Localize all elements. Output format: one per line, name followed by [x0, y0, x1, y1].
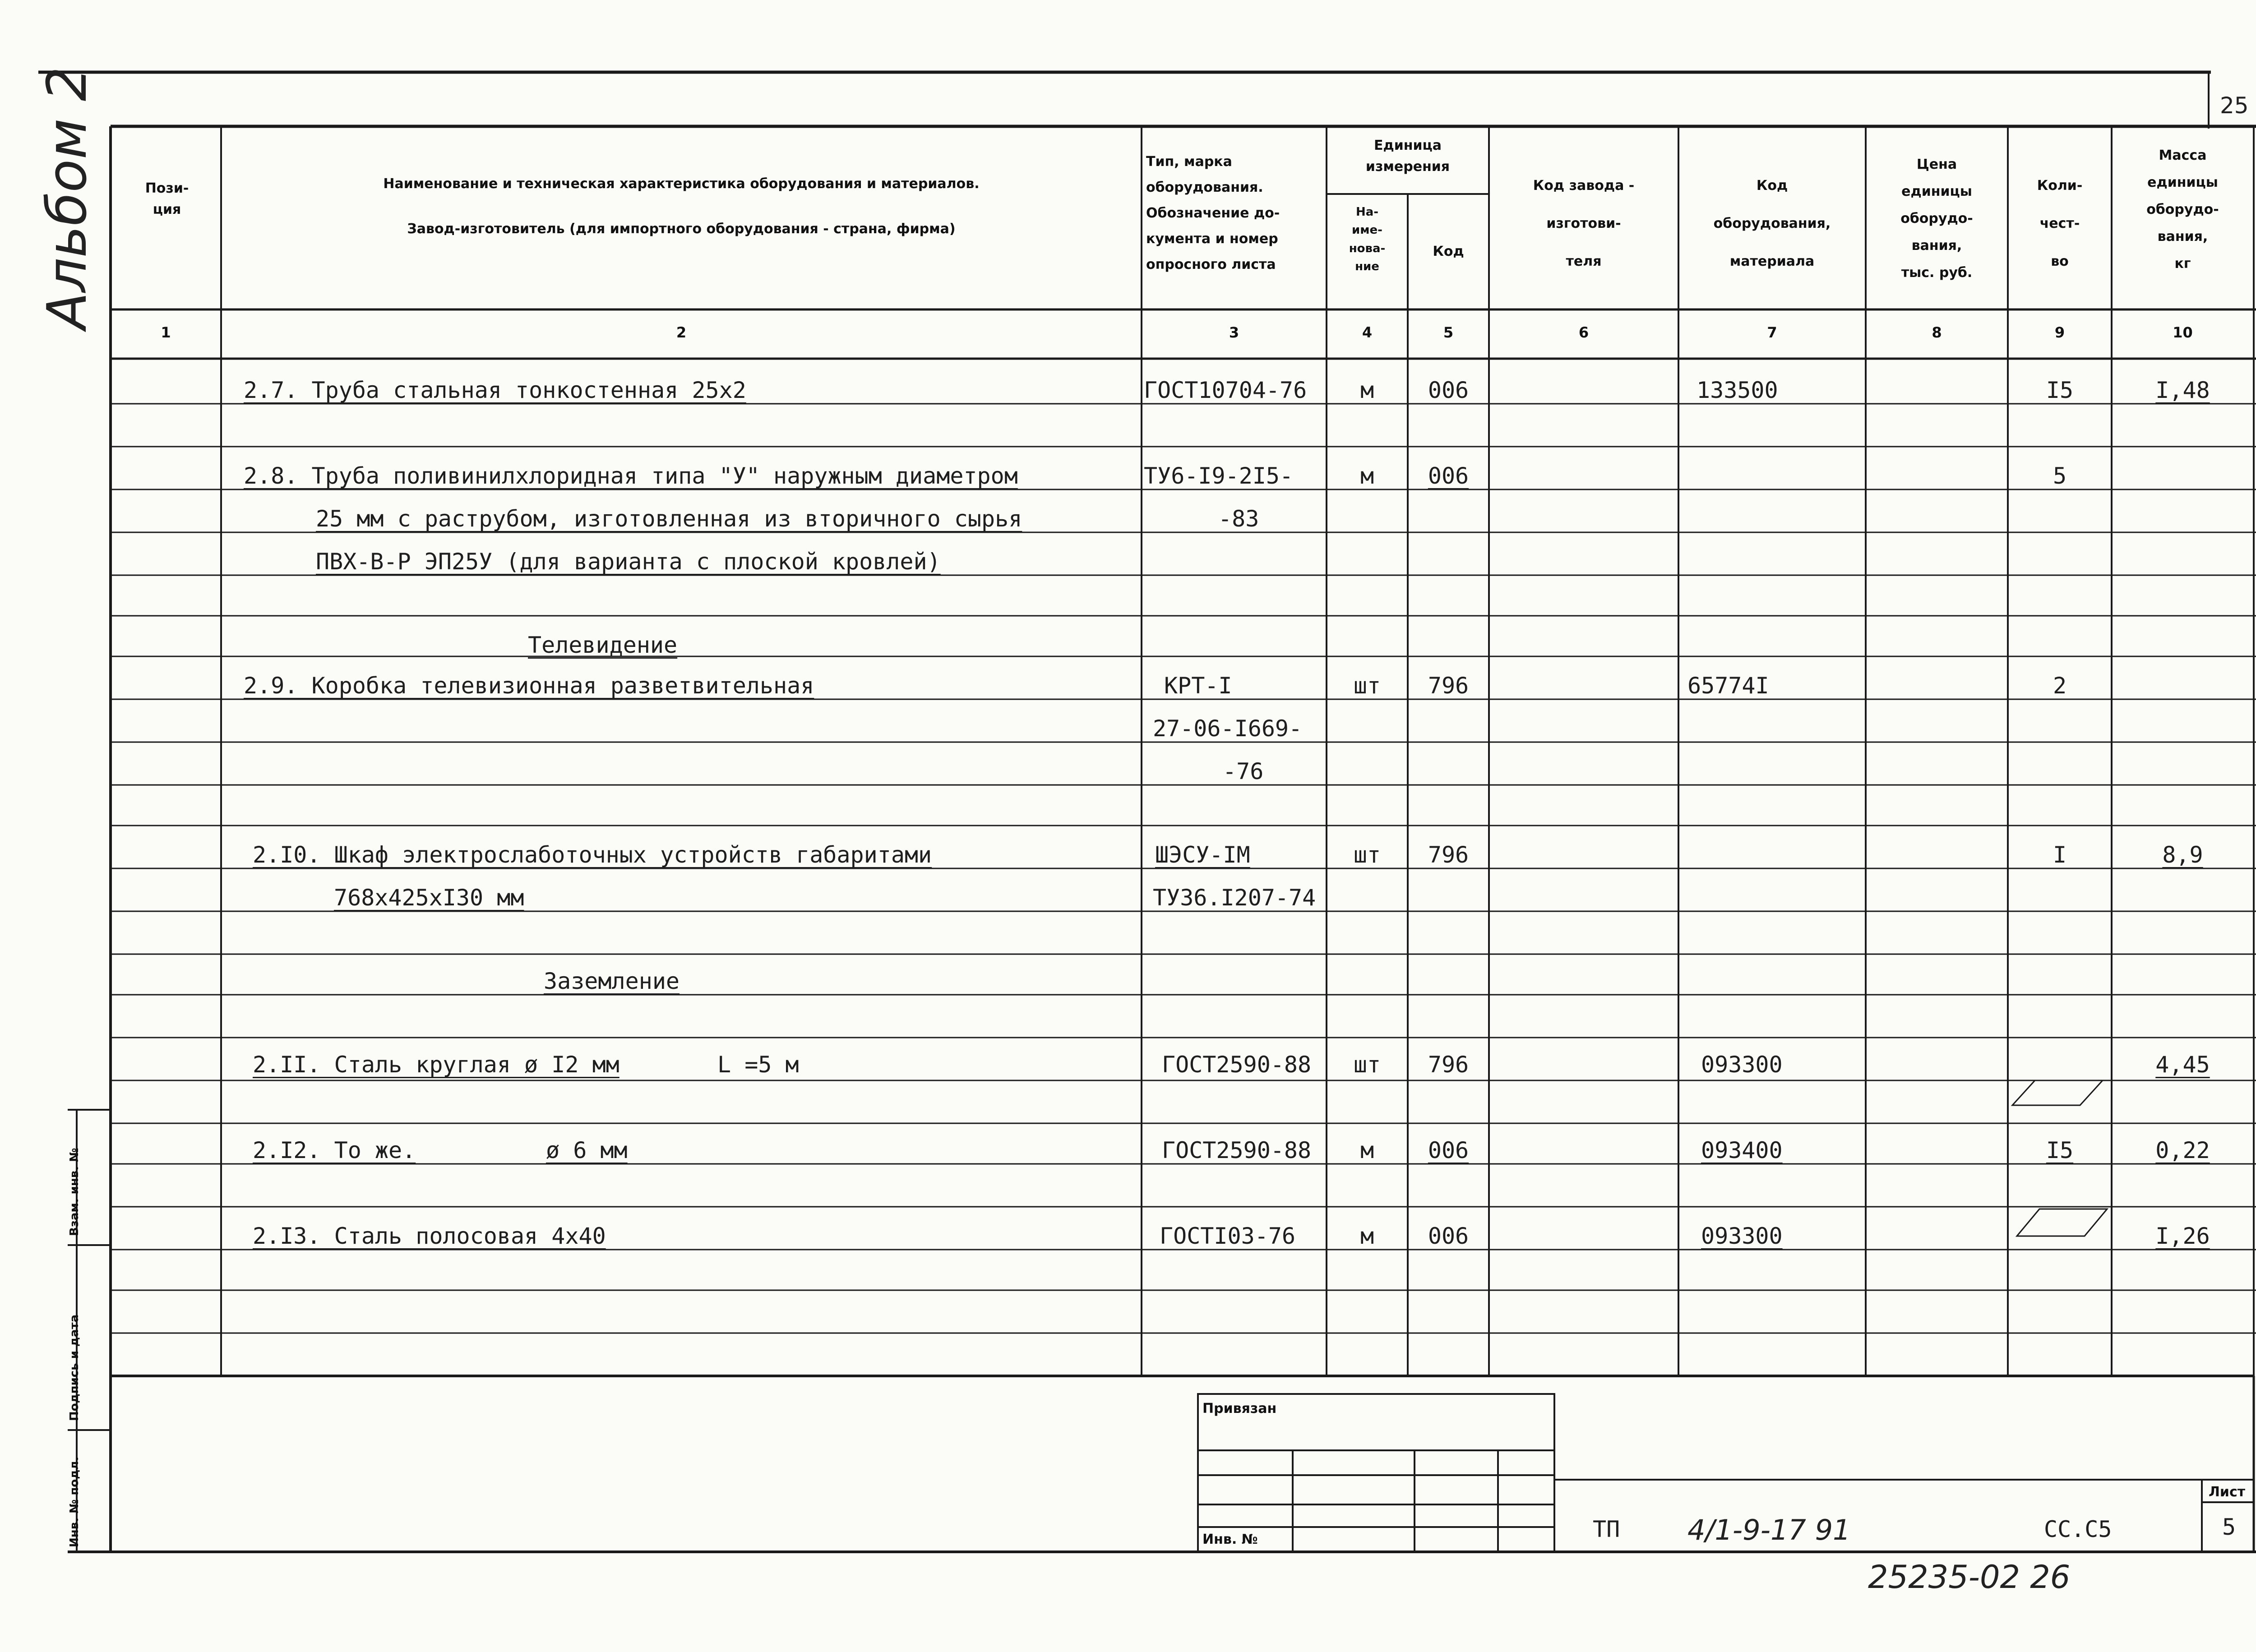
stamp-list-number: 5 — [2222, 1514, 2236, 1540]
item-type: ГОСТI03-76 — [1160, 1223, 1296, 1249]
item-extra: ø 6 мм — [546, 1137, 628, 1163]
item-quantity: 2 — [2053, 673, 2067, 699]
item-unit: шт — [1353, 673, 1381, 699]
stamp-doc-suffix: СС.С5 — [2044, 1516, 2112, 1542]
item-type: ШЭСУ-IМ — [1155, 842, 1250, 868]
margin-label-inv-no: Взам. инв. № — [68, 1148, 81, 1236]
stamp-privyazan: Привязан — [1202, 1401, 1277, 1417]
column-number: 9 — [2054, 324, 2065, 341]
item-mass: 4,45 — [2155, 1052, 2210, 1078]
item-unit: м — [1360, 1223, 1374, 1249]
item-mass: 8,9 — [2162, 842, 2203, 868]
item-unit-code: 796 — [1428, 673, 1469, 699]
item-material-code: 133500 — [1697, 377, 1778, 403]
item-type: КРТ-I — [1164, 673, 1232, 699]
item-unit-code: 796 — [1428, 842, 1469, 868]
header-unit-group: Единица измерения — [1365, 138, 1450, 175]
header-col-material-code: Код оборудования, материала — [1713, 178, 1831, 269]
item-name: 2.I3. Сталь полосовая 4х40 — [253, 1223, 606, 1249]
column-number: 5 — [1443, 324, 1454, 341]
column-number: 10 — [2173, 324, 2193, 341]
item-name: 25 мм с раструбом, изготовленная из вторичного сырья — [316, 506, 1022, 532]
item-unit-code: 006 — [1428, 1223, 1469, 1249]
item-type: ТУ6-I9-2I5- — [1144, 463, 1294, 489]
header-col-mass: Масса единицы оборудо- вания, кг — [2146, 148, 2219, 272]
header-col-factory-code: Код завода - изготови- теля — [1533, 178, 1635, 269]
item-mass: 0,22 — [2155, 1137, 2210, 1163]
page-number: 25 — [2220, 92, 2249, 119]
item-quantity: 5 — [2053, 463, 2067, 489]
column-number: 8 — [1932, 324, 1942, 341]
item-unit: шт — [1353, 842, 1381, 868]
header-col-type: Тип, марка оборудования. Обозначение до- кумента и номер опросного листа — [1146, 154, 1280, 272]
item-name: ПВХ-В-Р ЭП25У (для варианта с плоской кровлей) — [316, 549, 941, 575]
margin-label-signature-date: Подпись и дата — [68, 1314, 81, 1421]
item-quantity: I5 — [2046, 1137, 2074, 1163]
header-col-name-line2: Завод-изготовитель (для импортного оборудования - страна, фирма) — [407, 221, 956, 237]
item-name: 2.9. Коробка телевизионная разветвительная — [244, 673, 814, 699]
footer-number: 25235-02 26 — [1868, 1559, 2071, 1596]
item-name: 2.I0. Шкаф электрослаботочных устройств габаритами — [253, 842, 932, 868]
stamp-doc-number: 4/1-9-17 91 — [1687, 1514, 1851, 1546]
item-name: 2.I2. То же. — [253, 1137, 416, 1163]
item-unit: м — [1360, 463, 1374, 489]
section-heading: Телевидение — [528, 632, 678, 658]
item-unit-code: 796 — [1428, 1052, 1469, 1078]
header-col-quantity: Коли- чест- во — [2037, 178, 2083, 269]
column-number: 7 — [1767, 324, 1777, 341]
item-type: -83 — [1218, 506, 1259, 532]
item-type: 27-06-I669- — [1153, 715, 1303, 742]
item-material-code: 093300 — [1701, 1223, 1783, 1249]
item-mass: I,48 — [2155, 377, 2210, 403]
item-material-code: 093400 — [1701, 1137, 1783, 1163]
item-name: 2.8. Труба поливинилхлоридная типа "У" наружным диаметром — [244, 463, 1018, 489]
column-number: 6 — [1578, 324, 1589, 341]
item-material-code: 093300 — [1701, 1052, 1783, 1078]
item-name: 2.II. Сталь круглая ø I2 мм — [253, 1052, 619, 1078]
item-material-code: 65774I — [1687, 673, 1769, 699]
column-number: 2 — [676, 324, 687, 341]
header-col-position: Пози- ция — [145, 180, 189, 217]
column-number: 4 — [1362, 324, 1373, 341]
item-extra: L =5 м — [717, 1052, 799, 1078]
item-unit-code: 006 — [1428, 463, 1469, 489]
item-mass: I,26 — [2155, 1223, 2210, 1249]
header-col-unit-code: Код — [1433, 244, 1464, 259]
item-unit: м — [1360, 1137, 1374, 1163]
album-mark: Альбом 2 — [36, 67, 99, 329]
item-type: ГОСТ10704-76 — [1144, 377, 1307, 403]
item-type: ГОСТ2590-88 — [1162, 1052, 1312, 1078]
item-type: -76 — [1223, 758, 1264, 784]
item-unit-code: 006 — [1428, 377, 1469, 403]
item-quantity: I — [2053, 842, 2067, 868]
item-quantity: I5 — [2046, 377, 2074, 403]
item-name: 2.7. Труба стальная тонкостенная 25х2 — [244, 377, 746, 403]
stamp-doc-prefix: ТП — [1593, 1516, 1620, 1542]
item-unit: м — [1360, 377, 1374, 403]
item-name: 768х425хI30 мм — [334, 885, 524, 911]
stamp-inv-no: Инв. № — [1202, 1532, 1258, 1547]
item-unit-code: 006 — [1428, 1137, 1469, 1163]
stamp-list-label: Лист — [2209, 1484, 2246, 1500]
item-type: ГОСТ2590-88 — [1162, 1137, 1312, 1163]
header-col-price: Цена единицы оборудо- вания, тыс. руб. — [1900, 157, 1973, 281]
item-unit: шт — [1353, 1052, 1381, 1078]
header-col-unit-name: На- име- нова- ние — [1349, 205, 1386, 273]
column-number: 1 — [161, 324, 171, 341]
item-type: ТУ36.I207-74 — [1153, 885, 1316, 911]
section-heading: Заземление — [544, 968, 680, 994]
column-number: 3 — [1229, 324, 1239, 341]
header-col-name-line1: Наименование и техническая характеристика оборудования и материалов. — [383, 176, 980, 192]
margin-label-inv-podl: Инв. № подл. — [68, 1456, 81, 1547]
